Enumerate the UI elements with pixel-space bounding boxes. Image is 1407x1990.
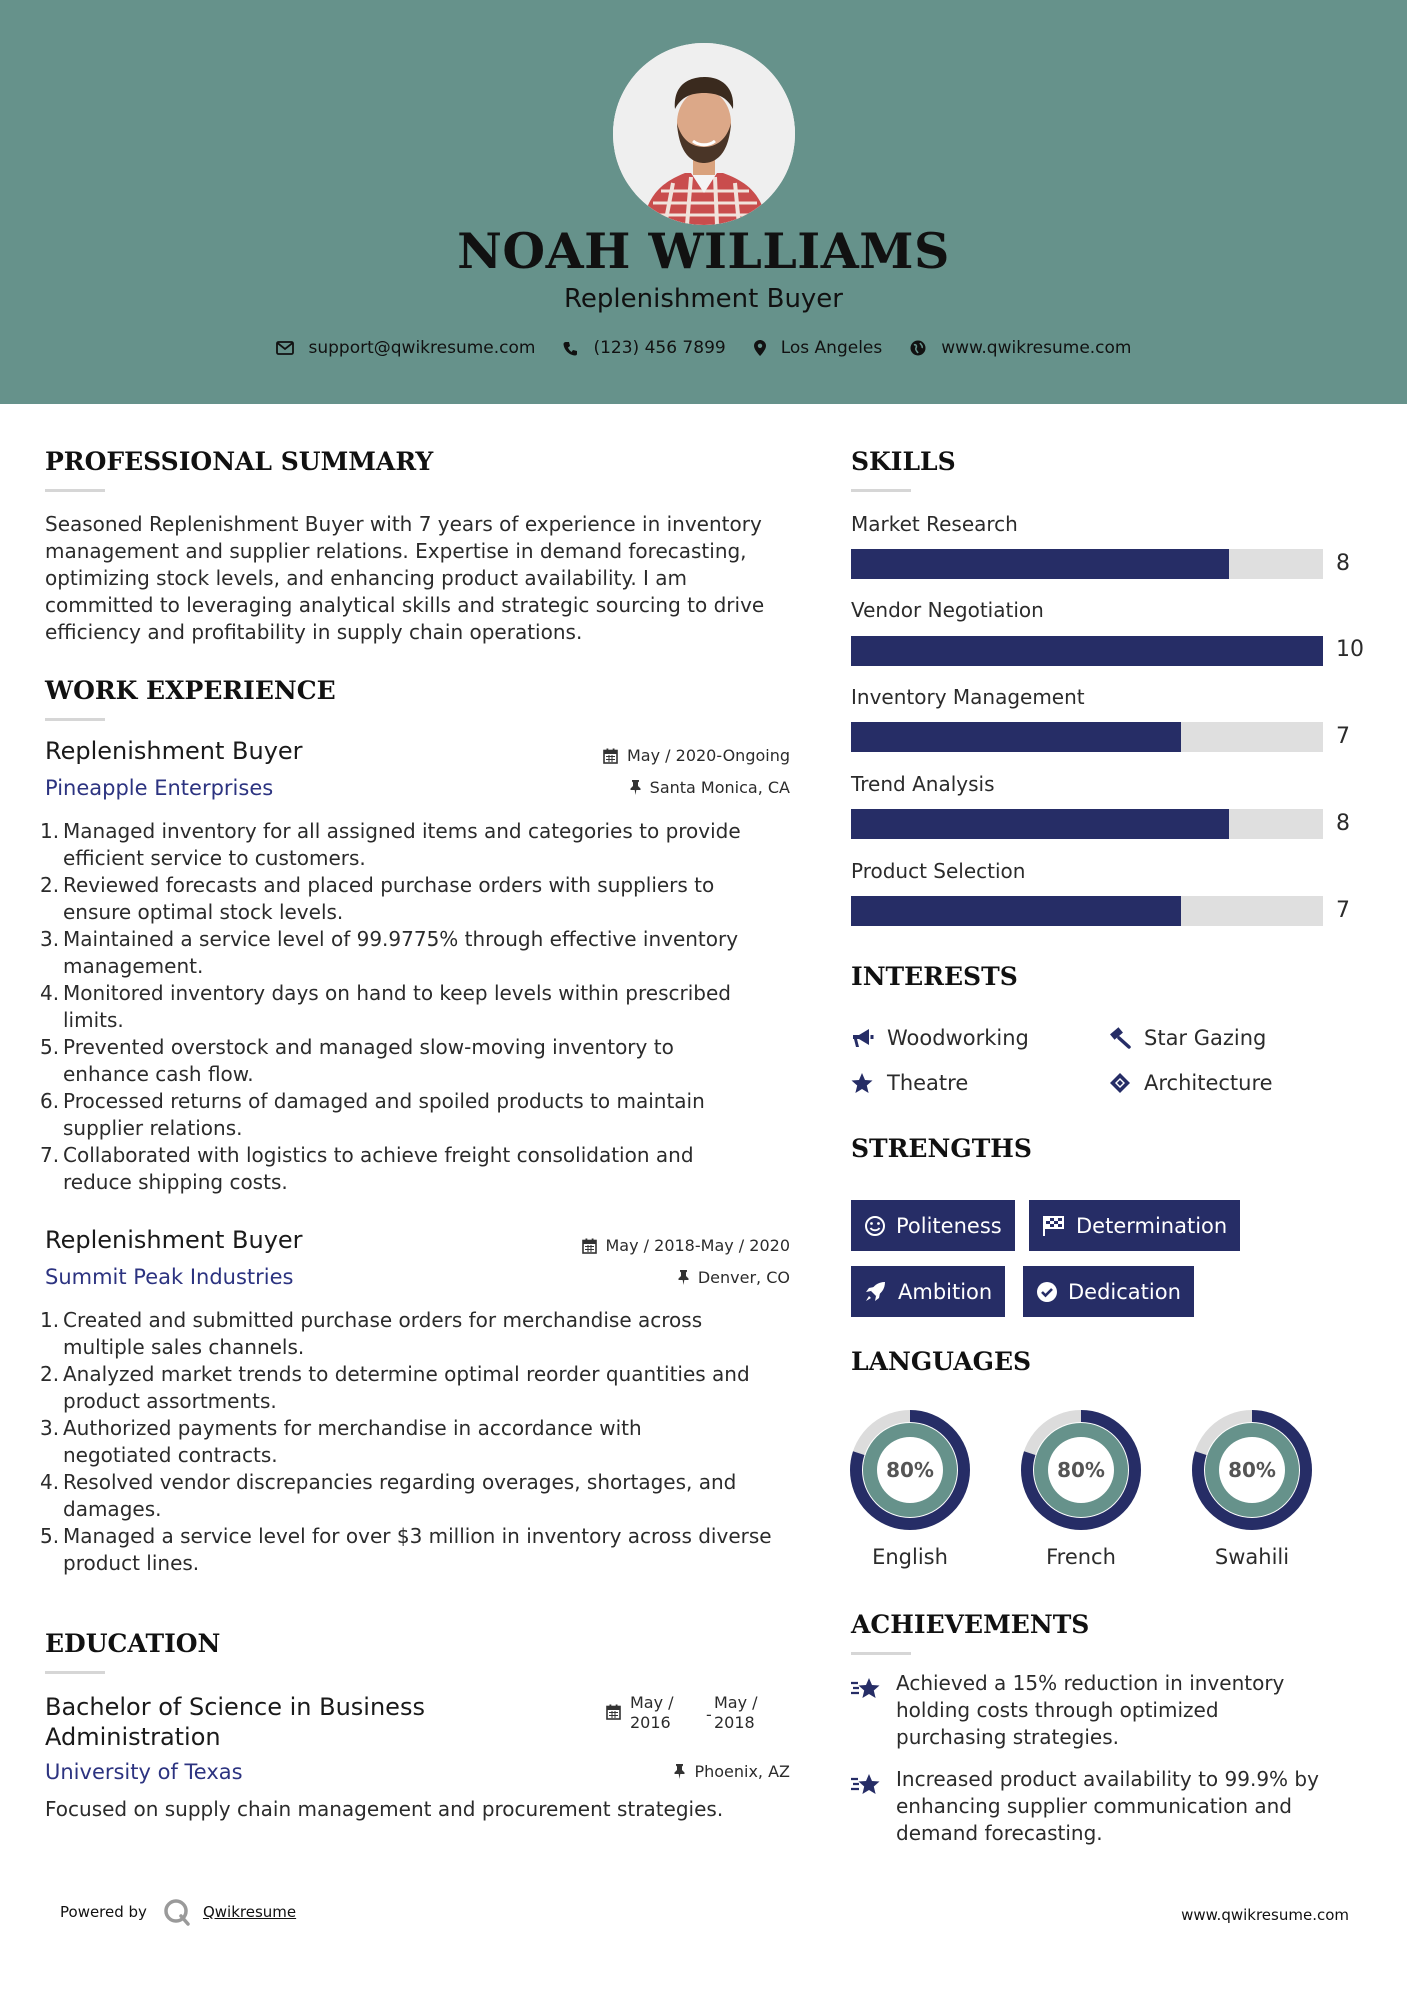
achievements-heading: ACHIEVEMENTS — [851, 1610, 1090, 1639]
achievement-line: enhancing supplier communication and — [896, 1794, 1293, 1818]
list-item — [40, 1361, 805, 1415]
education-start-year: 2016 — [630, 1713, 671, 1732]
skill-name: Vendor Negotiation — [851, 598, 1044, 622]
skill-name: Trend Analysis — [851, 772, 995, 796]
gauge-label: 80% — [1228, 1458, 1276, 1482]
degree-line: Administration — [45, 1723, 221, 1751]
job-dates-text: May / 2018-May / 2020 — [605, 1236, 790, 1255]
qwikresume-link[interactable]: Qwikresume — [202, 1903, 297, 1921]
rocket-icon — [864, 1281, 888, 1303]
thumbtack-icon — [678, 1270, 689, 1285]
map-pin-icon — [754, 340, 766, 356]
shooting-star-icon — [850, 1771, 882, 1799]
list-number: 1. — [40, 1308, 60, 1332]
education-location-text: Phoenix, AZ — [694, 1762, 790, 1781]
list-line: management. — [63, 954, 204, 978]
list-item — [40, 1469, 805, 1523]
job-duties-list — [40, 818, 805, 1196]
language-gauge — [1019, 1408, 1143, 1532]
list-line: enhance cash flow. — [63, 1062, 254, 1086]
summary-line: optimizing stock levels, and enhancing product availability. I am — [45, 566, 688, 590]
skill-value: 8 — [1336, 551, 1350, 576]
list-line: multiple sales channels. — [63, 1335, 305, 1359]
strength-badge — [851, 1200, 1015, 1251]
candidate-name: NOAH WILLIAMS — [457, 222, 950, 280]
job-dates — [500, 1236, 790, 1255]
list-item — [40, 1034, 805, 1088]
list-line: Managed inventory for all assigned items and categories to provide — [63, 819, 741, 843]
strength-label: Ambition — [898, 1279, 993, 1304]
achievement-item — [896, 1670, 1376, 1751]
interest-label: Architecture — [1144, 1071, 1273, 1095]
achievement-line: purchasing strategies. — [896, 1725, 1120, 1749]
list-line: efficient service to customers. — [63, 846, 366, 870]
strength-label: Determination — [1076, 1213, 1228, 1238]
job-location-text: Santa Monica, CA — [649, 778, 790, 797]
list-line: Created and submitted purchase orders for merchandise across — [63, 1308, 703, 1332]
interest-label: Woodworking — [887, 1026, 1029, 1050]
list-number: 4. — [40, 1470, 60, 1494]
shooting-star-icon — [850, 1675, 882, 1703]
list-number: 3. — [40, 927, 60, 951]
list-number: 1. — [40, 819, 60, 843]
summary-heading: PROFESSIONAL SUMMARY — [45, 447, 434, 476]
summary-line: efficiency and profitability in supply chain operations. — [45, 620, 583, 644]
education-location — [500, 1762, 790, 1781]
list-item — [40, 980, 805, 1034]
qwikresume-logo-icon — [163, 1898, 191, 1926]
list-item — [40, 818, 805, 872]
list-item — [40, 1523, 805, 1577]
list-number: 2. — [40, 1362, 60, 1386]
interest-item — [1108, 1026, 1266, 1050]
star-icon — [851, 1072, 875, 1094]
skill-bar-fill — [851, 549, 1229, 579]
education-dates — [606, 1693, 796, 1737]
contact-phone-text: (123) 456 7899 — [593, 338, 726, 358]
globe-icon — [910, 340, 926, 356]
header-banner — [0, 0, 1407, 404]
strength-badge — [851, 1266, 1005, 1317]
list-line: limits. — [63, 1008, 124, 1032]
avatar — [613, 43, 795, 225]
strength-label: Dedication — [1068, 1279, 1181, 1304]
achievements-rule — [851, 1652, 911, 1655]
strength-label: Politeness — [896, 1213, 1002, 1238]
phone-icon — [563, 341, 578, 356]
job-location — [500, 1268, 790, 1287]
list-line: negotiated contracts. — [63, 1443, 278, 1467]
tag-icon — [1108, 1072, 1132, 1094]
list-line: Collaborated with logistics to achieve freight consolidation and — [63, 1143, 694, 1167]
education-date-dash: - — [706, 1705, 712, 1724]
job-dates — [500, 746, 790, 765]
school-name[interactable]: University of Texas — [45, 1760, 243, 1784]
achievement-line: Achieved a 15% reduction in inventory — [896, 1671, 1285, 1695]
list-line: supplier relations. — [63, 1116, 243, 1140]
list-item — [40, 872, 805, 926]
thumbtack-icon — [674, 1764, 685, 1779]
list-line: Managed a service level for over $3 million in inventory across diverse — [63, 1524, 772, 1548]
interest-label: Theatre — [887, 1071, 969, 1095]
contact-location — [754, 338, 883, 358]
skills-rule — [851, 489, 911, 492]
skill-name: Product Selection — [851, 859, 1026, 883]
list-number: 7. — [40, 1143, 60, 1167]
language-gauge — [848, 1408, 972, 1532]
contact-website-text: www.qwikresume.com — [941, 338, 1132, 358]
list-line: Authorized payments for merchandise in accordance with — [63, 1416, 642, 1440]
list-number: 4. — [40, 981, 60, 1005]
skill-value: 7 — [1336, 724, 1350, 749]
summary-text — [45, 511, 805, 646]
job-location — [500, 778, 790, 797]
skill-bar-fill — [851, 722, 1181, 752]
envelope-icon — [276, 341, 294, 355]
strength-badge — [1023, 1266, 1194, 1317]
language-name: Swahili — [1214, 1545, 1290, 1569]
smile-icon — [864, 1215, 886, 1237]
skill-bar — [851, 549, 1323, 579]
job-duties-list — [40, 1307, 805, 1577]
language-gauge — [1190, 1408, 1314, 1532]
job-title: Replenishment Buyer — [45, 1226, 303, 1254]
strength-badge — [1029, 1200, 1240, 1251]
thumbtack-icon — [630, 780, 641, 795]
education-rule — [45, 1671, 105, 1674]
skill-value: 8 — [1336, 811, 1350, 836]
contact-location-text: Los Angeles — [780, 338, 883, 358]
skill-bar — [851, 722, 1323, 752]
skill-name: Inventory Management — [851, 685, 1085, 709]
list-line: Analyzed market trends to determine optimal reorder quantities and — [63, 1362, 750, 1386]
list-number: 3. — [40, 1416, 60, 1440]
list-number: 5. — [40, 1035, 60, 1059]
list-item — [40, 1142, 805, 1196]
list-line: damages. — [63, 1497, 162, 1521]
education-end-month: May / — [714, 1693, 758, 1712]
achievement-line: demand forecasting. — [896, 1821, 1103, 1845]
list-line: Processed returns of damaged and spoiled products to maintain — [63, 1089, 705, 1113]
language-name: English — [872, 1545, 948, 1569]
check-circle-icon — [1036, 1281, 1058, 1303]
strengths-heading: STRENGTHS — [851, 1134, 1032, 1163]
interests-heading: INTERESTS — [851, 962, 1018, 991]
list-item — [40, 1307, 805, 1361]
job-title: Replenishment Buyer — [45, 737, 303, 765]
language-name: French — [1046, 1545, 1116, 1569]
experience-heading: WORK EXPERIENCE — [45, 676, 336, 705]
education-end — [714, 1693, 758, 1733]
gauge-label: 80% — [1057, 1458, 1105, 1482]
achievement-line: Increased product availability to 99.9% by — [896, 1767, 1319, 1791]
education-heading: EDUCATION — [45, 1629, 221, 1658]
degree-line: Bachelor of Science in Business — [45, 1693, 425, 1721]
summary-line: Seasoned Replenishment Buyer with 7 years of experience in inventory — [45, 512, 762, 536]
list-line: product assortments. — [63, 1389, 277, 1413]
contact-website[interactable] — [910, 338, 1131, 358]
list-line: ensure optimal stock levels. — [63, 900, 344, 924]
candidate-role: Replenishment Buyer — [564, 284, 843, 314]
footer-branding — [60, 1898, 296, 1926]
list-number: 5. — [40, 1524, 60, 1548]
job-location-text: Denver, CO — [697, 1268, 790, 1287]
skill-bar — [851, 809, 1323, 839]
summary-line: management and supplier relations. Expertise in demand forecasting, — [45, 539, 747, 563]
interest-item — [851, 1071, 968, 1095]
list-line: Resolved vendor discrepancies regarding overages, shortages, and — [63, 1470, 737, 1494]
education-start-month: May / — [630, 1693, 674, 1712]
contact-phone[interactable] — [563, 338, 725, 358]
gavel-icon — [1108, 1027, 1132, 1049]
calendar-icon — [606, 1704, 621, 1720]
list-line: reduce shipping costs. — [63, 1170, 288, 1194]
skill-bar-fill — [851, 636, 1323, 666]
achievement-line: holding costs through optimized — [896, 1698, 1219, 1722]
interest-label: Star Gazing — [1144, 1026, 1267, 1050]
contact-email-text: support@qwikresume.com — [308, 338, 536, 358]
job-company[interactable]: Pineapple Enterprises — [45, 776, 274, 800]
contact-email[interactable] — [276, 338, 536, 358]
list-item — [40, 1415, 805, 1469]
education-description: Focused on supply chain management and procurement strategies. — [45, 1797, 724, 1821]
summary-rule — [45, 489, 105, 492]
calendar-icon — [603, 748, 618, 764]
list-number: 2. — [40, 873, 60, 897]
skill-bar-fill — [851, 896, 1181, 926]
list-line: Monitored inventory days on hand to keep levels within prescribed — [63, 981, 731, 1005]
list-line: Prevented overstock and managed slow-moving inventory to — [63, 1035, 674, 1059]
contact-bar — [0, 338, 1407, 358]
footer-website[interactable]: www.qwikresume.com — [1181, 1906, 1349, 1924]
skill-value: 7 — [1336, 898, 1350, 923]
calendar-icon — [582, 1238, 597, 1254]
education-end-year: 2018 — [714, 1713, 755, 1732]
job-dates-text: May / 2020-Ongoing — [627, 746, 790, 765]
list-item — [40, 1088, 805, 1142]
languages-heading: LANGUAGES — [851, 1347, 1032, 1376]
list-line: Maintained a service level of 99.9775% through effective inventory — [63, 927, 739, 951]
skill-bar — [851, 636, 1323, 666]
interest-item — [851, 1026, 1029, 1050]
skills-heading: SKILLS — [851, 447, 956, 476]
interest-item — [1108, 1071, 1273, 1095]
skill-value: 10 — [1336, 637, 1364, 662]
summary-line: committed to leveraging analytical skills and strategic sourcing to drive — [45, 593, 765, 617]
list-number: 6. — [40, 1089, 60, 1113]
list-line: product lines. — [63, 1551, 200, 1575]
skill-name: Market Research — [851, 512, 1018, 536]
gauge-label: 80% — [886, 1458, 934, 1482]
bullhorn-icon — [851, 1027, 875, 1049]
education-start — [630, 1693, 674, 1733]
list-item — [40, 926, 805, 980]
list-line: Reviewed forecasts and placed purchase orders with suppliers to — [63, 873, 715, 897]
job-company[interactable]: Summit Peak Industries — [45, 1265, 294, 1289]
experience-rule — [45, 718, 105, 721]
achievement-item — [896, 1766, 1376, 1847]
profile-photo — [613, 43, 795, 225]
powered-by-label: Powered by — [60, 1903, 147, 1921]
skill-bar-fill — [851, 809, 1229, 839]
skill-bar — [851, 896, 1323, 926]
degree-title — [45, 1692, 425, 1752]
flag-icon — [1042, 1215, 1066, 1237]
